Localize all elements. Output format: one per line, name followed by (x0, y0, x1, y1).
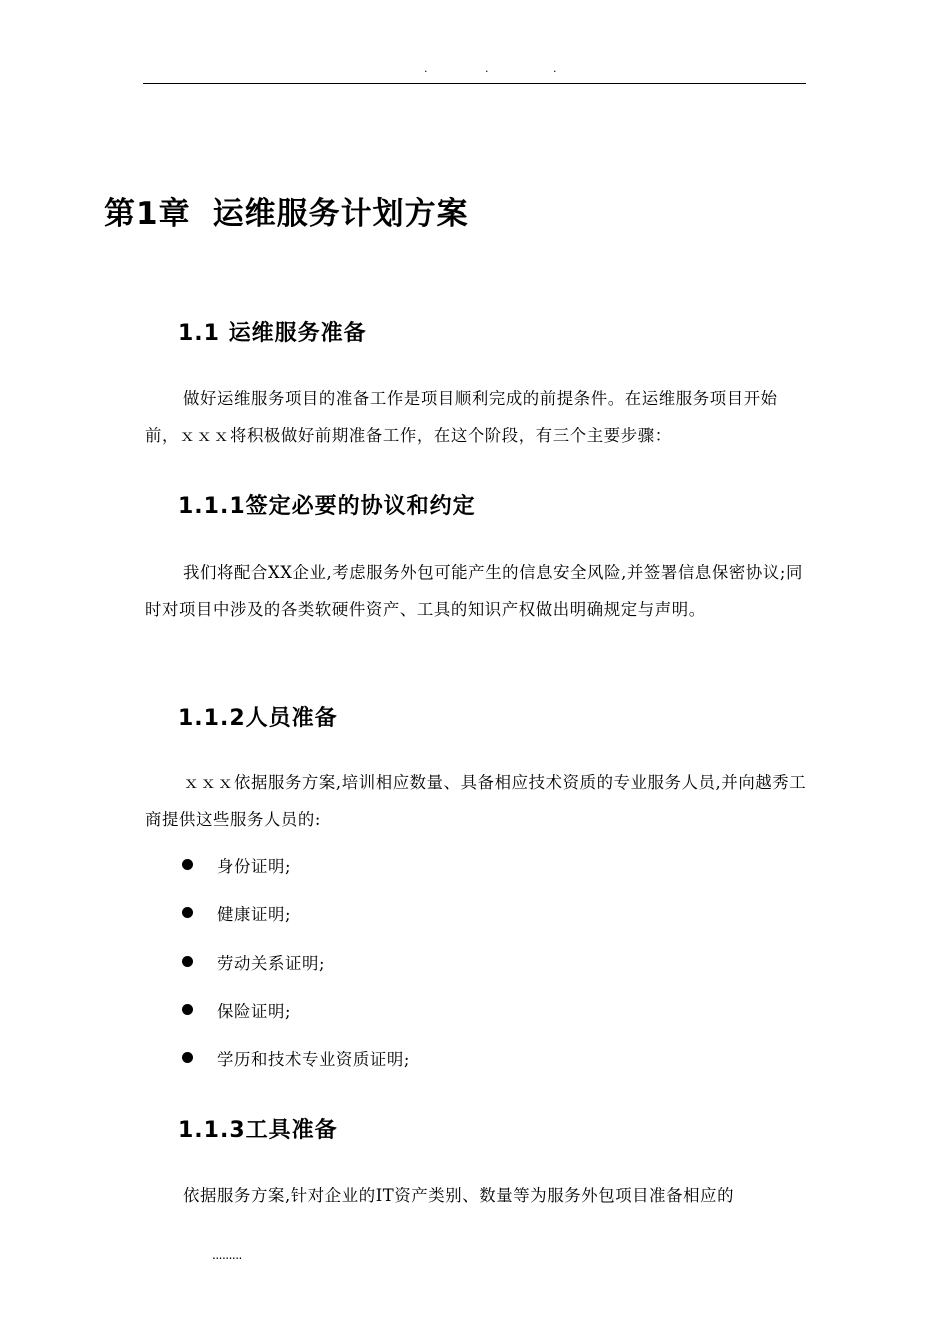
header-dot-2: . (485, 62, 489, 75)
section-heading-1-1: 1.1 运维服务准备 (178, 321, 367, 346)
chapter-title-text: 运维服务计划方案 (212, 196, 469, 232)
section-1-1-paragraph: 做好运维服务项目的准备工作是项目顺利完成的前提条件。在运维服务项目开始前，ｘｘｘ将积极做好前期准备工作，在这个阶段，有三个主要步骤： (145, 389, 778, 445)
list-item-text: 保险证明; (217, 1001, 292, 1021)
bullet-icon (182, 956, 193, 967)
bullet-icon (182, 1052, 193, 1063)
header-rule (143, 83, 806, 84)
list-item-text: 学历和技术专业资质证明; (217, 1050, 411, 1070)
section-1-1-3-paragraph: 依据服务方案,针对企业的IT资产类别、数量等为服务外包项目准备相应的 (183, 1186, 735, 1205)
section-heading-1-1-3: 1.1.3工具准备 (178, 1118, 338, 1143)
list-item-text: 劳动关系证明; (217, 953, 326, 973)
section-heading-1-1-1: 1.1.1签定必要的协议和约定 (178, 494, 476, 519)
section-1-1-1-paragraph: 我们将配合XX企业,考虑服务外包可能产生的信息安全风险,并签署信息保密协议;同时对项目中涉及的各类软硬件资产、工具的知识产权做出明确规定与声明。 (145, 563, 803, 619)
header-dot-1: . (424, 62, 428, 75)
section-1-1-2-paragraph: ｘｘｘ依据服务方案,培训相应数量、具备相应技术资质的专业服务人员,并向越秀工商提供这些服务人员的: (145, 773, 807, 829)
chapter-number: 第1章 (104, 196, 191, 232)
page-footer-dots: ......... (212, 1248, 242, 1262)
header-dot-3: . (553, 62, 557, 75)
section-heading-1-1-2: 1.1.2人员准备 (178, 706, 338, 731)
bullet-icon (182, 1004, 193, 1015)
bullet-icon (182, 859, 193, 870)
bullet-icon (182, 907, 193, 918)
list-item-text: 身份证明; (217, 857, 292, 876)
page-header-dots (0, 62, 950, 82)
chapter-title (104, 188, 469, 233)
list-item-text: 健康证明; (217, 905, 292, 925)
